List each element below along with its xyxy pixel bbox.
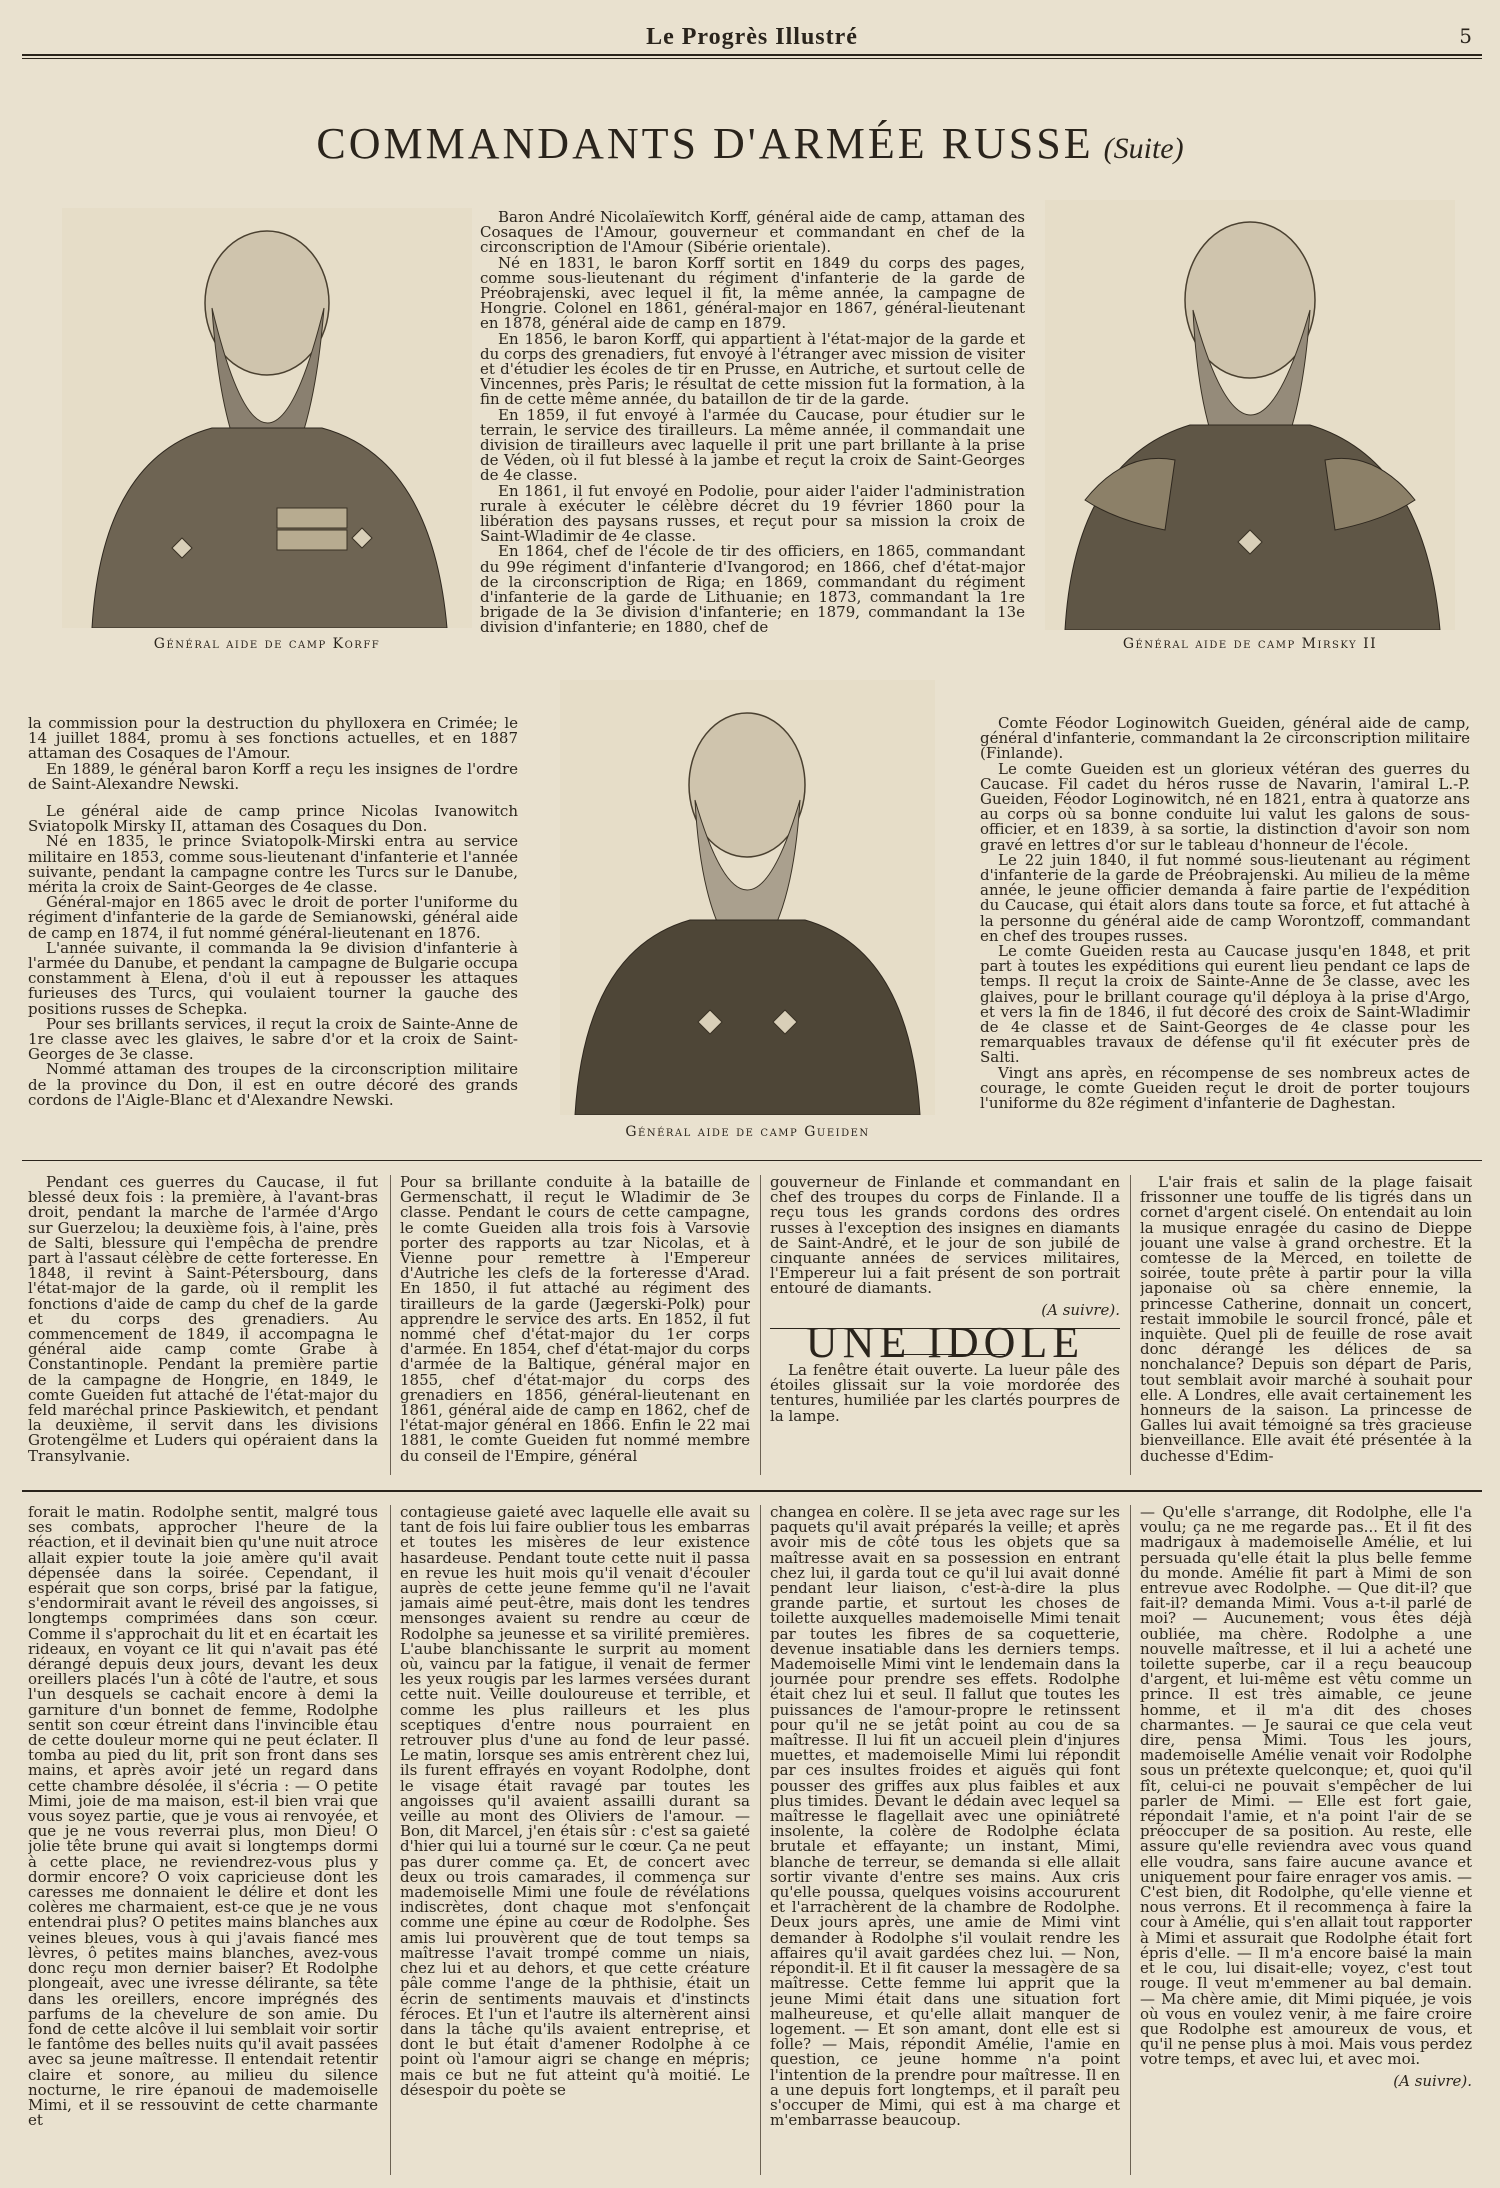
portrait-mirsky <box>1045 200 1455 630</box>
feuilleton-col1 <box>28 1505 378 2175</box>
korff-p5: En 1861, il fut envoyé en Podolie, pour aider l'aider l'administration rurale à exécuter le célèbre décret du 19 février 1860 pour la libération des paysans russes, et reçut pour sa mission la croix de Saint-Wladimir de 4e classe. <box>480 481 1025 546</box>
gueiden-p1: Comte Féodor Loginowitch Gueiden, général aide de camp, général d'infanterie, commandant la 2e circonscription militaire (Finlande). <box>980 716 1470 763</box>
page-number: 5 <box>1459 24 1472 48</box>
gueiden-continued-col2 <box>400 1175 750 1475</box>
korff-p1: Baron André Nicolaïewitch Korff, général aide de camp, attaman des Cosaques de l'Amour, gouverneur et commandant en chef de la circonscription de l'Amour (Sibérie orientale). <box>480 210 1025 257</box>
section-rule-2 <box>22 1490 1482 1492</box>
gueiden-p3: Le 22 juin 1840, il fut nommé sous-lieutenant au régiment d'infanterie de la garde de Préobrajenski. Au milieu de la même année, le jeune officier demanda à faire partie de l'expédition du Caucase, qui était alors dans toute sa force, et fut attaché à la personne du général aide de camp Worontzoff, commandant en chef des troupes russes. <box>980 850 1470 945</box>
gueiden-p5: Vingt ans après, en récompense de ses nombreux actes de courage, le comte Gueiden reçut le droit de porter toujours l'uniforme du 82e régiment d'infanterie de Daghestan. <box>980 1063 1470 1113</box>
middle-c4: L'air frais et salin de la plage faisait frissonner une touffe de lis tigrés dans un cornet d'argent ciselé. On entendait au loin la musique enragée du casino de Dieppe jouant une valse à grand orchestre. Et la comtesse de la Merced, en toilette de soirée, toute prête à partir pour la villa japonaise où sa chère ennemie, la princesse Catherine, donnait un concert, restait immobile le sourcil froncé, pâle et inquiète. Quel pli de feuille de rose avait donc dérangé les délices de sa nonchalance? Depuis son départ de Paris, tout semblait avoir marché à souhait pour elle. A Londres, elle avait certainement les honneurs de la saison. La princesse de Galles lui avait témoigné sa très gracieuse bienveillance. Elle avait été présentée à la duchesse d'Edim- <box>1140 1175 1472 1465</box>
bottom-c1: forait le matin. Rodolphe sentit, malgré tous ses combats, approcher l'heure de la réaction, et il devinait bien qu'une nuit atroce allait expier toute la joie amère qu'il avait dépensée dans la soirée. Cependant, il espérait que son corps, brisé par la fatigue, s'endormirait avant le réveil des angoisses, si longtemps comprimées dans son cœur. Comme il s'approchait du lit et en écartait les rideaux, en voyant ce lit qui n'avait pas été dérangé depuis deux jours, devant les deux oreillers placés l'un à côté de l'autre, et sous l'un desquels se cachait encore à demi la garniture d'un bonnet de femme, Rodolphe sentit son cœur étreint dans l'invincible étau de cette douleur morne qui ne peut éclater. Il tomba au pied du lit, prit son front dans ses mains, et après avoir jeté un regard dans cette chambre désolée, il s'écria : — O petite Mimi, joie de ma maison, est-il bien vrai que vous soyez partie, que je vous ai renvoyée, et que je ne vous reverrai plus, mon Dieu! O jolie tête brune qui avait si longtemps dormi à cette place, ne reviendrez-vous plus y dormir encore? O voix capricieuse dont les caresses me donnaient le délire et dont les colères me charmaient, est-ce que je ne vous entendrai plus? O petites mains blanches aux veines bleues, vous à qui j'avais fiancé mes lèvres, ô petites mains blanches, avez-vous donc reçu mon dernier baiser? Et Rodolphe plongeait, avec une ivresse délirante, sa tête dans les oreillers, encore imprégnés des parfums de la chevelure de son amie. Du fond de cette alcôve il lui semblait voir sortir le fantôme des belles nuits qu'il avait passées avec sa jeune maîtresse. Il entendait retentir claire et sonore, au milieu du silence nocturne, le rire épanoui de mademoiselle Mimi, et il se ressouvint de cette charmante et <box>28 1505 378 2130</box>
bottom-c4: — Qu'elle s'arrange, dit Rodolphe, elle l'a voulu; ça ne me regarde pas... Et il fit des madrigaux à mademoiselle Amélie, et lui persuada qu'elle était la plus belle femme du monde. Amélie fit part à Mimi de son entrevue avec Rodolphe. — Que dit-il? que fait-il? demanda Mimi. Vous a-t-il parlé de moi? — Aucunement; vous êtes déjà oubliée, ma chère. Rodolphe a une nouvelle maîtresse, et il lui a acheté une toilette superbe, car il a reçu beaucoup d'argent, et lui-même est vêtu comme un prince. Il est très aimable, ce jeune homme, et il m'a dit des choses charmantes. — Je saurai ce que cela veut dire, pensa Mimi. Tous les jours, mademoiselle Amélie venait voir Rodolphe sous un prétexte quelconque; et, quoi qu'il fît, celui-ci ne pouvait s'empêcher de lui parler de Mimi. — Elle est fort gaie, répondait l'amie, et n'a point l'air de se préoccuper de sa position. Au reste, elle assure qu'elle reviendra avec vous quand elle voudra, sans faire aucune avance et uniquement pour faire enrager vos amis. — C'est bien, dit Rodolphe, qu'elle vienne et nous verrons. Et il recommença à faire la cour à Amélie, qui s'en allait tout rapporter à Mimi et assurait que Rodolphe était fort épris d'elle. — Il m'a encore baisé la main et le cou, lui disait-elle; voyez, c'est tout rouge. Il veut m'emmener au bal demain. — Ma chère amie, dit Mimi piquée, je vois où vous en voulez venir, à me faire croire que Rodolphe est amoureux de vous, et qu'il ne pense plus à moi. Mais vous perdez votre temps, et avec lui, et avec moi. <box>1140 1505 1472 2069</box>
bottom-c3: changea en colère. Il se jeta avec rage sur les paquets qu'il avait préparés la veille; et après avoir mis de côté tous les objets que sa maîtresse avait en sa possession en entrant chez lui, il garda tout ce qu'il lui avait donné pendant leur liaison, c'est-à-dire la plus grande partie, et surtout les choses de toilette auxquelles mademoiselle Mimi tenait par toutes les fibres de sa coquetterie, devenue insatiable dans les derniers temps. Mademoiselle Mimi vint le lendemain dans la journée pour prendre ses effets. Rodolphe était chez lui et seul. Il fallut que toutes les puissances de l'amour-propre le retinssent pour qu'il ne se jetât point au cou de sa maîtresse. Il lui fit un accueil plein d'injures muettes, et mademoiselle Mimi lui répondit par ces insultes froides et aiguës qui font pousser des griffes aux plus faibles et aux plus timides. Devant le dédain avec lequel sa maîtresse le flagellait avec une opiniâtreté insolente, la colère de Rodolphe éclata brutale et effayante; un instant, Mimi, blanche de terreur, se demanda si elle allait sortir vivante d'entre ses mains. Aux cris qu'elle poussa, quelques voisins accoururent et l'arrachèrent de la chambre de Rodolphe. Deux jours après, une amie de Mimi vint demander à Rodolphe s'il voulait rendre les affaires qu'il avait gardées chez lui. — Non, répondit-il. Et il fit causer la messagère de sa maîtresse. Cette femme lui apprit que la jeune Mimi était dans une situation fort malheureuse, et qu'elle allait manquer de logement. — Et son amant, dont elle est si folle? — Mais, répondit Amélie, l'amie en question, ce jeune homme n'a point l'intention de la prendre pour maîtresse. Il en a une depuis fort longtemps, et il paraît peu s'occuper de Mimi, qui est à ma charge et m'embarrasse beaucoup. <box>770 1505 1120 2130</box>
korff-article <box>480 210 1025 640</box>
signature-a-suivre: (A suivre). <box>1041 1300 1120 1319</box>
portrait-korff <box>62 208 472 628</box>
caption-mirsky: Général aide de camp Mirsky II <box>1122 636 1378 652</box>
gueiden-p2: Le comte Gueiden est un glorieux vétéran des guerres du Caucase. Fil cadet du héros russe de Navarin, l'amiral L.-P. Gueiden, Féodor Loginowitch, né en 1821, entra à quatorze ans au corps où sa bonne conduite lui valut les galons de sous-officier, et en 1839, à sa sortie, la distinction d'avoir son nom gravé en lettres d'or sur le tableau d'honneur de l'école. <box>980 759 1470 854</box>
korff-p6: En 1864, chef de l'école de tir des officiers, en 1865, commandant du 99e régiment d'infanterie d'Ivangorod; en 1866, chef d'état-major de la circonscription de Riga; en 1869, commandant du régiment d'infanterie de la garde de Lithuanie; en 1873, commandant la 1re brigade de la 3e division d'infanterie; en 1879, commandant la 13e division d'infanterie; en 1880, chef de <box>480 542 1025 637</box>
portrait-korff-engraving <box>62 208 472 628</box>
column-divider <box>1130 1175 1131 1475</box>
caption-korff: Général aide de camp Korff <box>153 636 381 652</box>
gueiden-article <box>980 716 1470 1196</box>
korff-p2: Né en 1831, le baron Korff sortit en 1849 du corps des pages, comme sous-lieutenant du régiment d'infanterie de la garde de Préobrajenski, avec lequel il fit, la même année, la campagne de Hongrie. Colonel en 1861, général-major en 1867, général-lieutenant en 1878, général aide de camp en 1879. <box>480 253 1025 333</box>
column-divider <box>760 1175 761 1475</box>
korff-p4: En 1859, il fut envoyé à l'armée du Caucase, pour étudier sur le terrain, le service des tirailleurs. La même année, il commandait une division de tirailleurs avec laquelle il prit une part brillante à la prise de Véden, où il fut blessé à la jambe et reçut la croix de Saint-Georges de 4e classe. <box>480 405 1025 485</box>
column-divider <box>1130 1505 1131 2175</box>
feuilleton-col2 <box>400 1505 750 2175</box>
une-idole-title: UNE IDOLE <box>805 1317 1085 1367</box>
mirsky-p3: Général-major en 1865 avec le droit de porter l'uniforme du régiment d'infanterie de la garde de Semianowski, général aide de camp en 1874, il fut nommé général-lieutenant en 1876. <box>28 893 518 942</box>
mirsky-p4: L'année suivante, il commanda la 9e division d'infanterie à l'armée du Danube, et pendant la campagne de Bulgarie occupa constamment à Elena, d'où il eut à repousser les attaques furieuses des Turcs, qui voulaient tourner la gauche des positions russes de Schepka. <box>28 938 518 1018</box>
section-rule-1 <box>22 1160 1482 1161</box>
headline-suite: (Suite) <box>1103 132 1184 165</box>
feuilleton-col3 <box>770 1505 1120 2175</box>
idole-p1: La fenêtre était ouverte. La lueur pâle des étoiles glissait sur la voie mordorée des tentures, humiliée par les clartés pourpres de la lampe. <box>770 1361 1120 1425</box>
column-divider <box>390 1175 391 1475</box>
headline-title: COMMANDANTS D'ARMÉE RUSSE <box>316 119 1094 168</box>
mirsky-p2: Né en 1835, le prince Sviatopolk-Mirski entra au service militaire en 1853, comme sous-lieutenant d'infanterie et l'année suivante, pendant la campagne contre les Turcs sur le Danube, mérita la croix de Saint-Georges de 4e classe. <box>28 832 518 897</box>
bottom-c2: contagieuse gaieté avec laquelle elle avait su tant de fois lui faire oublier tous les embarras et toutes les misères de leur existence hasardeuse. Pendant toute cette nuit il passa en revue les huit mois qu'il venait d'écouler auprès de cette jeune femme qu'il ne l'avait jamais aimé peut-être, mais dont les tendres mensonges avaient su rendre au cœur de Rodolphe sa jeunesse et sa virilité premières. L'aube blanchissante le surprit au moment où, vaincu par la fatigue, il venait de fermer les yeux rougis par les larmes versées durant cette nuit. Veille douloureuse et terrible, et comme les plus railleurs et les plus sceptiques d'entre nous pourraient en retrouver plus d'une au fond de leur passé. Le matin, lorsque ses amis entrèrent chez lui, ils furent effrayés en voyant Rodolphe, dont le visage était ravagé par toutes les angoisses qu'il avaient assailli durant sa veille au mont des Oliviers de l'amour. — Bon, dit Marcel, j'en étais sûr : c'est sa gaieté d'hier qui lui a tourné sur le cœur. Ça ne peut pas durer comme ça. Et, de concert avec deux ou trois camarades, il commença sur mademoiselle Mimi une foule de révélations indiscrètes, dont chaque mot s'enfonçait comme une épine au cœur de Rodolphe. Ses amis lui prouvèrent que de tout temps sa maîtresse l'avait trompé comme un niais, chez lui et au dehors, et que cette créature pâle comme l'ange de la phthisie, était un écrin de sentiments mauvais et d'instincts féroces. Et l'un et l'autre ils alternèrent ainsi dans la tâche qu'ils avaient entreprise, et dont le but était d'amener Rodolphe à ce point où l'amour aigri se change en mépris; mais ce but ne fut atteint qu'à moitié. Le désespoir du poète se <box>400 1505 750 2099</box>
korff-p8: En 1889, le général baron Korff a reçu les insignes de l'ordre de Saint-Alexandre Newski. <box>28 759 518 793</box>
portrait-mirsky-engraving <box>1045 200 1455 630</box>
korff-mirsky-column <box>28 716 518 1196</box>
mirsky-p1: Le général aide de camp prince Nicolas Ivanowitch Sviatopolk Mirsky II, attaman des Cosaques du Don. <box>28 802 518 836</box>
korff-p7: la commission pour la destruction du phylloxera en Crimée; le 14 juillet 1884, promu à ses fonctions actuelles, et en 1887 attaman des Cosaques de l'Amour. <box>28 716 518 763</box>
gueiden-continued-col1 <box>28 1175 378 1475</box>
masthead-title: Le Progrès Illustré <box>646 24 858 50</box>
headline <box>0 118 1500 169</box>
middle-c1: Pendant ces guerres du Caucase, il fut blessé deux fois : la première, à l'avant-bras droit, pendant la marche de l'armée d'Argo sur Guerzelou; la deuxième fois, à l'aine, près de Salti, blessure qui l'empêcha de prendre part à l'assaut célèbre de cette forteresse. En 1848, il revint à Saint-Pétersbourg, dans l'état-major de la garde, où il remplit les fonctions d'aide de camp du chef de la garde et du corps des grenadiers. Au commencement de 1849, il accompagna le général aide camp comte Grabe à Constantinople. Pendant la première partie de la campagne de Hongrie, en 1849, le comte Gueiden fut attaché de l'état-major du feld maréchal prince Paskiewitch, et pendant la deuxième, il servit dans les divisions Grotengëlme et Luders qui opéraient dans la Transylvanie. <box>28 1175 378 1465</box>
middle-c3: gouverneur de Finlande et commandant en chef des troupes du corps de Finlande. Il a reçu tous les grands cordons des ordres russes à l'exception des insignes en diamants de Saint-André, et le jour de son jubilé de cinquante années de services militaires, l'Empereur lui a fait présent de son portrait entouré de diamants. <box>770 1175 1120 1298</box>
gueiden-p4: Le comte Gueiden resta au Caucase jusqu'en 1848, et prit part à toutes les expéditions qui eurent lieu pendant ce laps de temps. Il reçut la croix de Sainte-Anne de 3e classe, avec les glaives, pour le brillant courage qu'il déploya à la prise d'Argo, et vers la fin de 1846, il fut décoré des croix de Saint-Wladimir de 4e classe et de Saint-Georges de 4e classe pour les remarquables travaux de défense qu'il fit exécuter près de Salti. <box>980 942 1470 1067</box>
feuilleton-col4 <box>1140 1505 1472 2175</box>
mirsky-p5: Pour ses brillants services, il reçut la croix de Sainte-Anne de 1re classe avec les glaives, le sabre d'or et la croix de Saint-Georges de 3e classe. <box>28 1014 518 1064</box>
signature-a-suivre-bottom: (A suivre). <box>1393 2071 1472 2090</box>
caption-gueiden: Général aide de camp Gueiden <box>625 1124 870 1140</box>
korff-p3: En 1856, le baron Korff, qui appartient à l'état-major de la garde et du corps des grenadiers, fut envoyé à l'étranger avec mission de visiter et d'étudier les écoles de tir en Prusse, en Autriche, et surtout celle de Vincennes, près Paris; le résultat de cette mission fut la formation, à la fin de cette même année, du bataillon de tir de la garde. <box>480 329 1025 409</box>
masthead-rule-thin <box>22 58 1482 59</box>
portrait-gueiden-engraving <box>560 680 935 1115</box>
portrait-gueiden <box>560 680 935 1115</box>
gueiden-continued-col3 <box>770 1175 1120 1475</box>
middle-c2: Pour sa brillante conduite à la bataille de Germenschatt, il reçut le Wladimir de 3e classe. Pendant le cours de cette campagne, le comte Gueiden alla trois fois à Varsovie porter des rapports au tzar Nicolas, et à Vienne pour remettre à l'Empereur d'Autriche les clefs de la forteresse d'Arad. En 1850, il fut attaché au régiment des tirailleurs de la garde (Jægerski-Polk) pour apprendre le service des arts. En 1852, il fut nommé chef d'état-major du 1er corps d'armée. En 1854, chef d'état-major du corps d'armée de la Baltique, général major en 1855, chef d'état-major du corps des grenadiers en 1856, général-lieutenant en 1861, général aide de camp en 1862, chef de l'état-major général en 1866. Enfin le 22 mai 1881, le comte Gueiden fut nommé membre du conseil de l'Empire, général <box>400 1175 750 1465</box>
une-idole-col4 <box>1140 1175 1472 1475</box>
column-divider <box>760 1505 761 2175</box>
mirsky-p6: Nommé attaman des troupes de la circonscription militaire de la province du Don, il est en outre décoré des grands cordons de l'Aigle-Blanc et d'Alexandre Newski. <box>28 1060 518 1109</box>
masthead-rule <box>22 54 1482 56</box>
masthead <box>22 22 1482 52</box>
column-divider <box>390 1505 391 2175</box>
